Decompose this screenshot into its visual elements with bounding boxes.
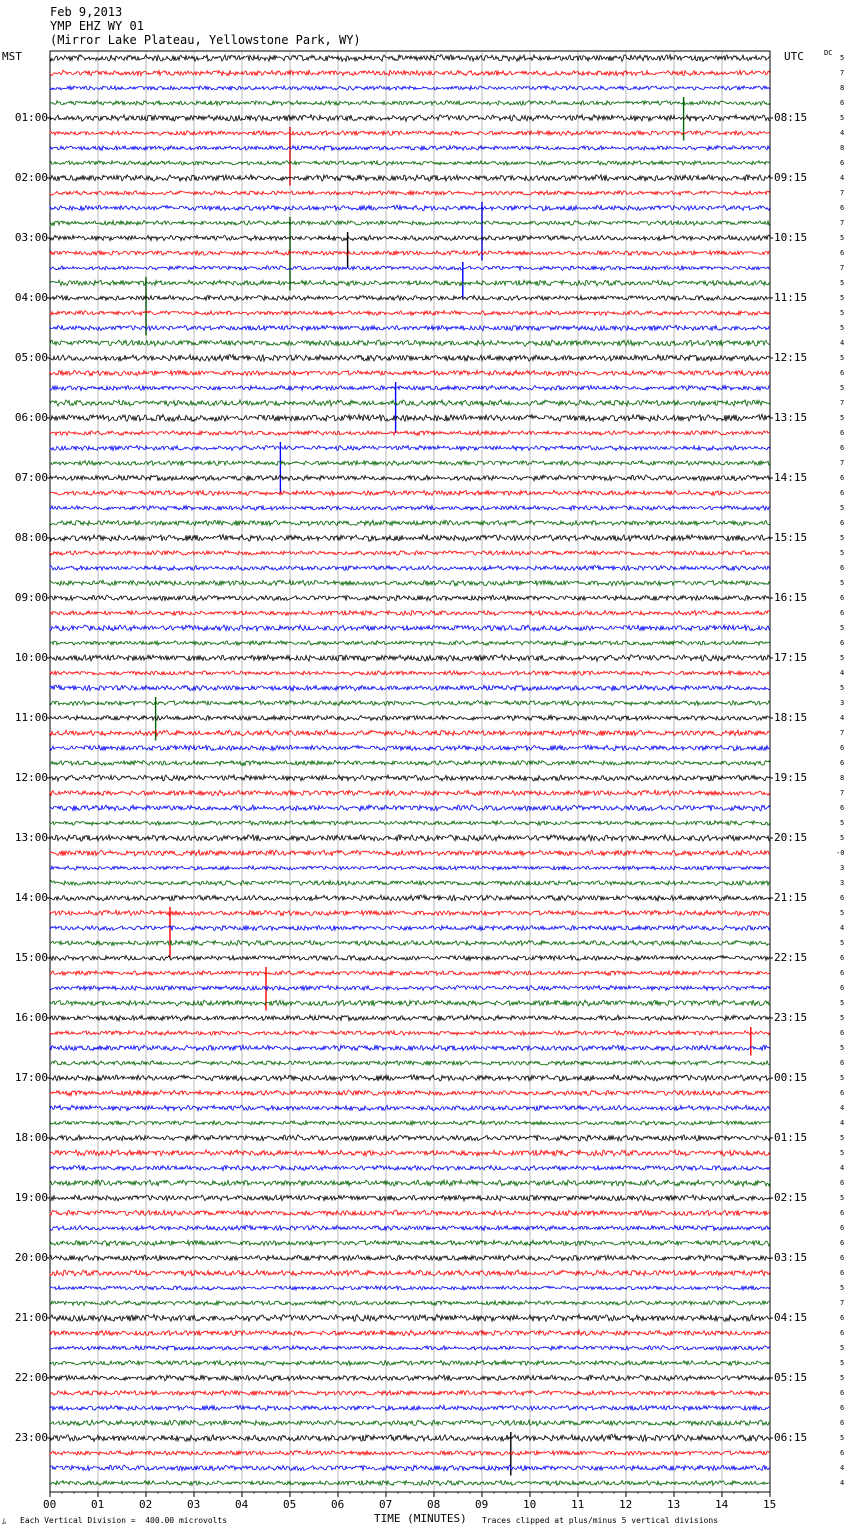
dc-offset-row-55: 3 xyxy=(840,864,845,872)
mst-hour-label: 14:00 xyxy=(14,891,48,904)
dc-offset-row-44: 3 xyxy=(840,699,845,707)
trace-row-73 xyxy=(50,1135,770,1141)
x-tick-label-05: 05 xyxy=(283,1498,297,1511)
utc-hour-label: 10:15 xyxy=(774,231,808,244)
dc-offset-row-40: 6 xyxy=(840,639,845,647)
trace-row-67 xyxy=(50,1045,770,1051)
dc-offset-row-33: 5 xyxy=(840,534,845,542)
dc-offset-row-13: 5 xyxy=(840,234,845,242)
dc-offset-row-75: 4 xyxy=(840,1164,845,1172)
utc-hour-label: 13:15 xyxy=(774,411,808,424)
dc-offset-row-1: 5 xyxy=(840,54,845,62)
mst-hour-label: 18:00 xyxy=(14,1131,48,1144)
trace-row-59 xyxy=(50,925,770,930)
trace-row-15 xyxy=(50,266,770,270)
dc-offset-row-54: -0 xyxy=(836,849,845,857)
trace-row-20 xyxy=(50,340,770,346)
dc-offset-row-72: 4 xyxy=(840,1119,845,1127)
dc-offset-row-27: 6 xyxy=(840,444,845,452)
trace-row-3 xyxy=(50,86,770,90)
trace-row-9 xyxy=(50,175,770,182)
utc-hour-label: 04:15 xyxy=(774,1311,808,1324)
station-location: (Mirror Lake Plateau, Yellowstone Park, WY) xyxy=(50,33,361,47)
trace-row-33 xyxy=(50,535,770,542)
trace-row-92 xyxy=(50,1420,770,1426)
mst-hour-label: 12:00 xyxy=(14,771,48,784)
trace-row-10 xyxy=(50,191,770,196)
trace-row-62 xyxy=(50,971,770,976)
dc-offset-row-48: 6 xyxy=(840,759,845,767)
dc-offset-row-65: 5 xyxy=(840,1014,845,1022)
station-code: YMP EHZ WY 01 xyxy=(50,19,144,33)
trace-row-83 xyxy=(50,1286,770,1290)
dc-offset-row-50: 7 xyxy=(840,789,845,797)
trace-row-89 xyxy=(50,1375,770,1381)
dc-offset-row-8: 6 xyxy=(840,159,845,167)
trace-row-93 xyxy=(50,1435,770,1442)
trace-row-42 xyxy=(50,671,770,676)
utc-hour-label: 23:15 xyxy=(774,1011,808,1024)
trace-row-30 xyxy=(50,490,770,495)
trace-row-87 xyxy=(50,1346,770,1351)
dc-offset-row-35: 6 xyxy=(840,564,845,572)
dc-offset-row-2: 7 xyxy=(840,69,845,77)
dc-offset-row-87: 5 xyxy=(840,1344,845,1352)
dc-offset-row-64: 5 xyxy=(840,999,845,1007)
dc-offset-row-38: 6 xyxy=(840,609,845,617)
dc-offset-row-62: 6 xyxy=(840,969,845,977)
trace-row-72 xyxy=(50,1121,770,1125)
trace-row-69 xyxy=(50,1075,770,1081)
utc-hour-label: 12:15 xyxy=(774,351,808,364)
dc-offset-row-11: 6 xyxy=(840,204,845,212)
mst-hour-label: 07:00 xyxy=(14,471,48,484)
dc-offset-row-66: 6 xyxy=(840,1029,845,1037)
trace-row-90 xyxy=(50,1391,770,1396)
trace-row-82 xyxy=(50,1270,770,1276)
trace-row-23 xyxy=(50,386,770,391)
dc-offset-row-10: 7 xyxy=(840,189,845,197)
trace-row-71 xyxy=(50,1105,770,1110)
utc-hour-label: 05:15 xyxy=(774,1371,808,1384)
trace-row-55 xyxy=(50,866,770,870)
mst-hour-label: 01:00 xyxy=(14,111,48,124)
x-axis-title: TIME (MINUTES) xyxy=(374,1512,467,1525)
x-tick-label-07: 07 xyxy=(379,1498,393,1511)
dc-offset-row-25: 5 xyxy=(840,414,845,422)
dc-offset-row-5: 5 xyxy=(840,114,845,122)
trace-row-91 xyxy=(50,1405,770,1410)
trace-row-70 xyxy=(50,1090,770,1096)
mst-hour-label: 02:00 xyxy=(14,171,48,184)
dc-label: DC xyxy=(824,49,833,57)
trace-row-1 xyxy=(50,55,770,62)
trace-row-27 xyxy=(50,446,770,451)
dc-offset-row-36: 5 xyxy=(840,579,845,587)
utc-hour-label: 09:15 xyxy=(774,171,808,184)
trace-row-49 xyxy=(50,775,770,781)
dc-offset-row-70: 6 xyxy=(840,1089,845,1097)
trace-row-76 xyxy=(50,1180,770,1186)
x-tick-label-03: 03 xyxy=(187,1498,201,1511)
trace-row-36 xyxy=(50,580,770,586)
mst-hour-label: 13:00 xyxy=(14,831,48,844)
clip-note: Traces clipped at plus/minus 5 vertical divisions xyxy=(482,1516,719,1525)
dc-offset-row-6: 4 xyxy=(840,129,845,137)
dc-offset-row-92: 6 xyxy=(840,1419,845,1427)
trace-row-37 xyxy=(50,595,770,600)
plot-frame xyxy=(50,51,770,1492)
mst-hour-label: 16:00 xyxy=(14,1011,48,1024)
trace-row-26 xyxy=(50,431,770,436)
dc-offset-row-34: 5 xyxy=(840,549,845,557)
mst-hour-label: 10:00 xyxy=(14,651,48,664)
trace-row-74 xyxy=(50,1150,770,1156)
dc-offset-row-60: 5 xyxy=(840,939,845,947)
dc-offset-row-74: 5 xyxy=(840,1149,845,1157)
dc-offset-row-7: 8 xyxy=(840,144,845,152)
dc-offset-row-71: 4 xyxy=(840,1104,845,1112)
trace-row-39 xyxy=(50,625,770,631)
mst-hour-label: 05:00 xyxy=(14,351,48,364)
dc-offset-row-17: 5 xyxy=(840,294,845,302)
dc-offset-row-49: 8 xyxy=(840,774,845,782)
dc-offset-row-4: 6 xyxy=(840,99,845,107)
x-tick-label-15: 15 xyxy=(763,1498,777,1511)
dc-offset-row-19: 5 xyxy=(840,324,845,332)
dc-offset-row-85: 6 xyxy=(840,1314,845,1322)
trace-row-11 xyxy=(50,205,770,211)
utc-hour-label: 14:15 xyxy=(774,471,808,484)
trace-row-17 xyxy=(50,295,770,300)
x-tick-label-01: 01 xyxy=(91,1498,105,1511)
dc-offset-row-47: 6 xyxy=(840,744,845,752)
dc-offset-row-16: 5 xyxy=(840,279,845,287)
dc-offset-row-57: 6 xyxy=(840,894,845,902)
dc-offset-row-93: 5 xyxy=(840,1434,845,1442)
dc-offset-row-59: 4 xyxy=(840,924,845,932)
dc-offset-row-30: 6 xyxy=(840,489,845,497)
mst-hour-label: 04:00 xyxy=(14,291,48,304)
dc-offset-row-53: 5 xyxy=(840,834,845,842)
trace-row-50 xyxy=(50,790,770,796)
dc-offset-row-45: 4 xyxy=(840,714,845,722)
trace-row-14 xyxy=(50,251,770,256)
trace-row-81 xyxy=(50,1255,770,1261)
dc-offset-row-90: 6 xyxy=(840,1389,845,1397)
trace-row-5 xyxy=(50,115,770,122)
trace-row-68 xyxy=(50,1061,770,1066)
trace-row-80 xyxy=(50,1240,770,1246)
trace-row-95 xyxy=(50,1465,770,1471)
dc-offset-row-21: 5 xyxy=(840,354,845,362)
x-tick-label-11: 11 xyxy=(571,1498,585,1511)
utc-hour-label: 08:15 xyxy=(774,111,808,124)
trace-row-52 xyxy=(50,821,770,826)
dc-offset-row-18: 5 xyxy=(840,309,845,317)
trace-row-63 xyxy=(50,986,770,991)
trace-row-8 xyxy=(50,161,770,166)
utc-hour-label: 22:15 xyxy=(774,951,808,964)
dc-offset-row-88: 5 xyxy=(840,1359,845,1367)
x-tick-label-06: 06 xyxy=(331,1498,345,1511)
mst-hour-label: 17:00 xyxy=(14,1071,48,1084)
trace-row-61 xyxy=(50,955,770,960)
trace-row-29 xyxy=(50,475,770,481)
mst-hour-label: 08:00 xyxy=(14,531,48,544)
trace-row-65 xyxy=(50,1015,770,1021)
trace-row-88 xyxy=(50,1360,770,1365)
mst-hour-label: 06:00 xyxy=(14,411,48,424)
dc-offset-row-32: 6 xyxy=(840,519,845,527)
mst-hour-label: 15:00 xyxy=(14,951,48,964)
trace-row-6 xyxy=(50,131,770,136)
trace-row-43 xyxy=(50,685,770,691)
dc-offset-row-22: 6 xyxy=(840,369,845,377)
trace-row-19 xyxy=(50,325,770,330)
x-tick-label-12: 12 xyxy=(619,1498,633,1511)
dc-offset-row-3: 8 xyxy=(840,84,845,92)
dc-offset-row-28: 7 xyxy=(840,459,845,467)
trace-row-28 xyxy=(50,461,770,466)
plot-date: Feb 9,2013 xyxy=(50,5,123,19)
trace-row-12 xyxy=(50,221,770,226)
dc-offset-row-51: 6 xyxy=(840,804,845,812)
trace-row-51 xyxy=(50,805,770,811)
mst-hour-label: 23:00 xyxy=(14,1431,48,1444)
trace-row-13 xyxy=(50,235,770,241)
trace-row-22 xyxy=(50,370,770,375)
trace-row-25 xyxy=(50,414,770,421)
trace-row-41 xyxy=(50,655,770,662)
trace-row-45 xyxy=(50,715,770,720)
trace-row-75 xyxy=(50,1165,770,1170)
utc-hour-label: 19:15 xyxy=(774,771,808,784)
trace-row-7 xyxy=(50,146,770,151)
dc-offset-row-56: 3 xyxy=(840,879,845,887)
trace-row-85 xyxy=(50,1315,770,1322)
utc-hour-label: 03:15 xyxy=(774,1251,808,1264)
mst-hour-label: 20:00 xyxy=(14,1251,48,1264)
x-tick-label-14: 14 xyxy=(715,1498,729,1511)
x-tick-label-09: 09 xyxy=(475,1498,489,1511)
dc-offset-row-91: 6 xyxy=(840,1404,845,1412)
trace-row-79 xyxy=(50,1225,770,1230)
trace-row-40 xyxy=(50,641,770,646)
dc-offset-row-94: 6 xyxy=(840,1449,845,1457)
dc-offset-row-24: 7 xyxy=(840,399,845,407)
dc-offset-row-20: 4 xyxy=(840,339,845,347)
dc-offset-row-82: 6 xyxy=(840,1269,845,1277)
dc-offset-row-77: 5 xyxy=(840,1194,845,1202)
dc-offset-row-9: 4 xyxy=(840,174,845,182)
dc-offset-row-73: 5 xyxy=(840,1134,845,1142)
dc-offset-row-95: 4 xyxy=(840,1464,845,1472)
utc-hour-label: 17:15 xyxy=(774,651,808,664)
x-tick-label-04: 04 xyxy=(235,1498,249,1511)
trace-row-66 xyxy=(50,1031,770,1036)
utc-hour-label: 16:15 xyxy=(774,591,808,604)
dc-offset-row-61: 6 xyxy=(840,954,845,962)
dc-offset-row-83: 5 xyxy=(840,1284,845,1292)
dc-offset-row-96: 4 xyxy=(840,1479,845,1487)
dc-offset-row-52: 5 xyxy=(840,819,845,827)
trace-row-4 xyxy=(50,101,770,106)
trace-row-54 xyxy=(50,850,770,856)
trace-row-78 xyxy=(50,1210,770,1216)
dc-offset-row-81: 6 xyxy=(840,1254,845,1262)
utc-hour-label: 01:15 xyxy=(774,1131,808,1144)
dc-offset-row-29: 6 xyxy=(840,474,845,482)
utc-hour-label: 21:15 xyxy=(774,891,808,904)
x-tick-label-08: 08 xyxy=(427,1498,441,1511)
dc-offset-row-23: 5 xyxy=(840,384,845,392)
x-tick-label-13: 13 xyxy=(667,1498,681,1511)
mst-hour-label: 09:00 xyxy=(14,591,48,604)
dc-offset-row-46: 7 xyxy=(840,729,845,737)
dc-offset-row-14: 6 xyxy=(840,249,845,257)
utc-hour-label: 20:15 xyxy=(774,831,808,844)
scale-note: Each Vertical Division = 400.00 microvolts xyxy=(20,1516,228,1525)
trace-row-60 xyxy=(50,940,770,945)
x-tick-label-02: 02 xyxy=(139,1498,153,1511)
trace-row-2 xyxy=(50,70,770,76)
trace-row-77 xyxy=(50,1195,770,1201)
trace-row-16 xyxy=(50,280,770,286)
trace-row-44 xyxy=(50,701,770,706)
footer-mark: ﾑ xyxy=(2,1517,6,1526)
trace-row-47 xyxy=(50,745,770,751)
dc-offset-row-89: 5 xyxy=(840,1374,845,1382)
trace-row-96 xyxy=(50,1481,770,1486)
trace-row-58 xyxy=(50,910,770,915)
trace-row-32 xyxy=(50,520,770,526)
dc-offset-row-86: 6 xyxy=(840,1329,845,1337)
dc-offset-row-68: 6 xyxy=(840,1059,845,1067)
trace-row-38 xyxy=(50,611,770,616)
dc-offset-row-63: 6 xyxy=(840,984,845,992)
dc-offset-row-37: 6 xyxy=(840,594,845,602)
trace-row-64 xyxy=(50,1000,770,1006)
dc-offset-row-12: 7 xyxy=(840,219,845,227)
x-tick-label-10: 10 xyxy=(523,1498,537,1511)
trace-row-57 xyxy=(50,895,770,901)
dc-offset-row-15: 7 xyxy=(840,264,845,272)
trace-row-34 xyxy=(50,551,770,556)
mst-hour-label: 03:00 xyxy=(14,231,48,244)
trace-row-53 xyxy=(50,835,770,841)
trace-row-86 xyxy=(50,1330,770,1335)
dc-offset-row-58: 5 xyxy=(840,909,845,917)
trace-row-94 xyxy=(50,1451,770,1456)
dc-offset-row-43: 5 xyxy=(840,684,845,692)
mst-hour-label: 19:00 xyxy=(14,1191,48,1204)
dc-offset-row-39: 5 xyxy=(840,624,845,632)
utc-hour-label: 15:15 xyxy=(774,531,808,544)
mst-hour-label: 21:00 xyxy=(14,1311,48,1324)
dc-offset-row-41: 5 xyxy=(840,654,845,662)
trace-row-31 xyxy=(50,506,770,511)
mst-hour-label: 11:00 xyxy=(14,711,48,724)
utc-hour-label: 11:15 xyxy=(774,291,808,304)
trace-row-18 xyxy=(50,311,770,316)
dc-offset-row-67: 5 xyxy=(840,1044,845,1052)
utc-hour-label: 18:15 xyxy=(774,711,808,724)
trace-row-46 xyxy=(50,730,770,736)
dc-offset-row-80: 6 xyxy=(840,1239,845,1247)
dc-offset-row-31: 5 xyxy=(840,504,845,512)
dc-offset-row-69: 5 xyxy=(840,1074,845,1082)
dc-offset-row-84: 7 xyxy=(840,1299,845,1307)
dc-offset-row-78: 6 xyxy=(840,1209,845,1217)
mst-hour-label: 22:00 xyxy=(14,1371,48,1384)
dc-offset-row-42: 4 xyxy=(840,669,845,677)
trace-row-24 xyxy=(50,400,770,406)
left-timezone-label: MST xyxy=(2,50,22,63)
utc-hour-label: 00:15 xyxy=(774,1071,808,1084)
utc-hour-label: 06:15 xyxy=(774,1431,808,1444)
dc-offset-row-79: 6 xyxy=(840,1224,845,1232)
trace-row-56 xyxy=(50,880,770,885)
trace-row-48 xyxy=(50,760,770,765)
dc-offset-row-76: 6 xyxy=(840,1179,845,1187)
trace-row-21 xyxy=(50,355,770,362)
dc-offset-row-26: 6 xyxy=(840,429,845,437)
right-timezone-label: UTC xyxy=(784,50,804,63)
x-tick-label-00: 00 xyxy=(43,1498,57,1511)
trace-row-35 xyxy=(50,566,770,571)
utc-hour-label: 02:15 xyxy=(774,1191,808,1204)
trace-row-84 xyxy=(50,1301,770,1306)
